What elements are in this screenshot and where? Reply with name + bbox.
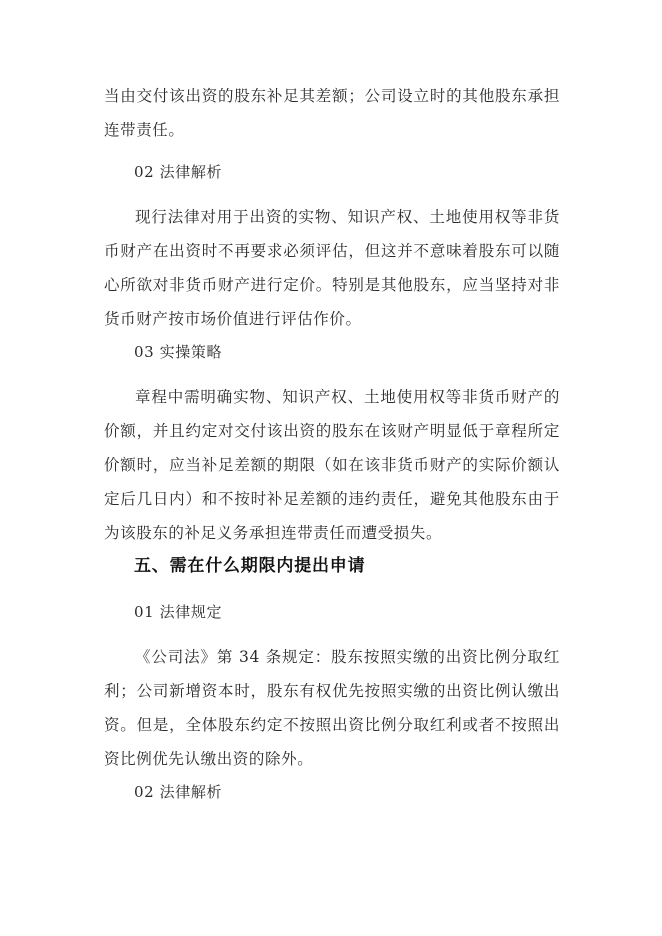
subheading-legal-analysis-2: 02 法律解析 <box>134 783 223 801</box>
section-heading-five: 五、需在什么期限内提出申请 <box>134 556 366 576</box>
legal-analysis-paragraph: 现行法律对用于出资的实物、知识产权、土地使用权等非货币财产在出资时不再要求必须评估，但这并不意味着股东可以随心所欲对非货币财产进行定价。特别是其他股东，应当坚持对非货币财产按市场价值进行评估作价。 <box>104 208 560 328</box>
legal-provision-paragraph: 《公司法》第 34 条规定：股东按照实缴的出资比例分取红利；公司新增资本时，股东有权优先按照实缴的出资比例认缴出资。但是，全体股东约定不按照出资比例分取红利或者不按照出资比例优先认缴出资的除外。 <box>104 648 560 768</box>
subheading-practical-strategy: 03 实操策略 <box>134 343 223 361</box>
subheading-legal-provision: 01 法律规定 <box>134 603 223 621</box>
practical-strategy-paragraph: 章程中需明确实物、知识产权、土地使用权等非货币财产的价额，并且约定对交付该出资的股东在该财产明显低于章程所定价额时，应当补足差额的期限（如在该非货币财产的实际价额认定后几日内）和不按时补足差额的违约责任，避免其他股东由于为该股东的补足义务承担连带责任而遭受损失。 <box>104 388 560 542</box>
continuation-paragraph: 当由交付该出资的股东补足其差额；公司设立时的其他股东承担连带责任。 <box>104 87 560 139</box>
subheading-legal-analysis: 02 法律解析 <box>134 163 223 181</box>
